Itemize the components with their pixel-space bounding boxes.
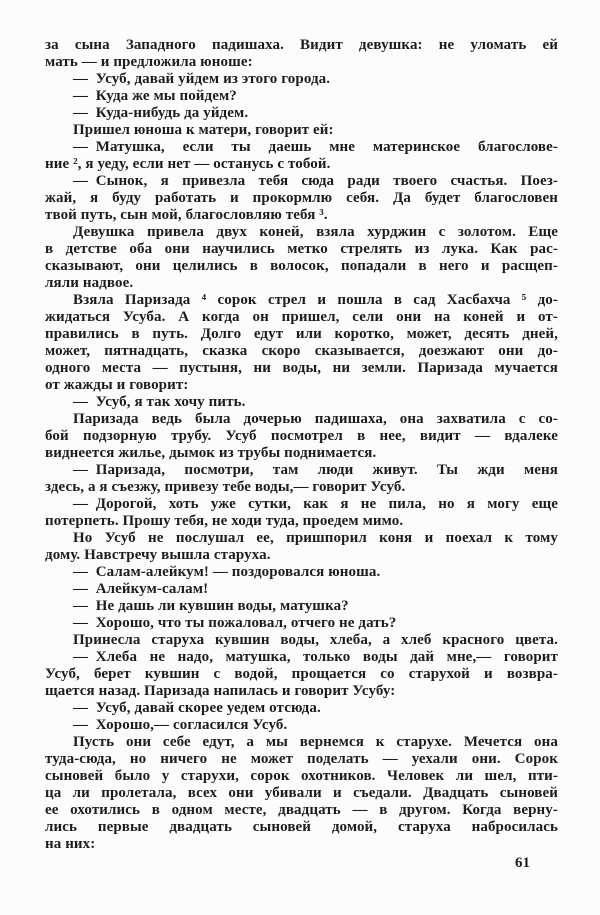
text-line: в детстве оба они научились метко стрелять из лука. Как рас- [45, 241, 558, 257]
text-block [45, 37, 558, 853]
text-line: может, пятнадцать, сказка скоро сказывается, доезжают они до- [45, 343, 558, 359]
text-line: — Усуб, я так хочу пить. [73, 394, 246, 410]
text-line: от жажды и говорит: [45, 377, 189, 393]
text-line: жай, я буду работать и прокормлю себя. Да будет благословен [45, 190, 558, 206]
text-line: туда-сюда, но ничего не может поделать — уехали они. Сорок [45, 751, 558, 767]
text-line: Паризада ведь была дочерью падишаха, она захватила с со- [73, 411, 558, 427]
text-line: жидаться Усуба. А когда он пришел, сели они на коней и от- [45, 309, 558, 325]
text-line: мать — и предложила юноше: [45, 54, 253, 70]
text-line: на них: [45, 836, 96, 852]
text-line: Пришел юноша к матери, говорит ей: [73, 122, 334, 138]
text-line: дому. Навстречу вышла старуха. [45, 547, 271, 563]
text-line: щается назад. Паризада напилась и говорит Усубу: [45, 683, 396, 699]
text-line: — Паризада, посмотри, там люди живут. Ты жди меня [73, 462, 558, 478]
text-line: — Усуб, давай скорее уедем отсюда. [73, 700, 321, 716]
text-line: потерпеть. Прошу тебя, не ходи туда, проедем мимо. [45, 513, 404, 529]
text-line: сказывают, они целились в волосок, попадали в него и расщеп- [45, 258, 558, 274]
text-line: — Куда же мы пойдем? [73, 88, 237, 104]
text-line: Девушка привела двух коней, взяла хурджин с золотом. Еще [73, 224, 558, 240]
text-line: — Дорогой, хоть уже сутки, как я не пила, но я могу еще [73, 496, 558, 512]
text-line: твой путь, сын мой, благословляю тебя ³. [45, 207, 328, 223]
text-line: — Хорошо,— согласился Усуб. [73, 717, 288, 733]
text-line: ляли надвое. [45, 275, 134, 291]
text-line: — Усуб, давай уйдем из этого города. [73, 71, 331, 87]
text-line: Взяла Паризада ⁴ сорок стрел и пошла в сад Хасбахча ⁵ до- [73, 292, 558, 308]
text-line: — Салам-алейкум! — поздоровался юноша. [73, 564, 381, 580]
text-line: Пусть они себе едут, а мы вернемся к старухе. Мечется она [73, 734, 558, 750]
text-line: ние ², я уеду, если нет — останусь с тобой. [45, 156, 331, 172]
text-line: за сына Западного падишаха. Видит девушка: не уломать ей [45, 37, 558, 53]
text-line: — Алейкум-салам! [73, 581, 209, 597]
text-line: — Куда-нибудь да уйдем. [73, 105, 249, 121]
text-line: бой подзорную трубу. Усуб посмотрел в нее, видит — вдалеке [45, 428, 558, 444]
text-line: Усуб, берет кувшин с водой, прощается со старухой и возвра- [45, 666, 558, 682]
text-line: ца ли пролетала, всех они убивали и съедали. Двадцать сыновей [45, 785, 558, 801]
text-line: — Хлеба не надо, матушка, только воды дай мне,— говорит [73, 649, 558, 665]
text-line: ее охотились в одном месте, двадцать — в другом. Когда верну- [45, 802, 558, 818]
page-number: 61 [515, 855, 530, 871]
text-line: виднеется жилье, дымок из трубы поднимается. [45, 445, 377, 461]
text-line: одного места — пустыня, ни воды, ни земли. Паризада мучается [45, 360, 558, 376]
text-line: сыновей было у старухи, сорок охотников. Человек ли шел, пти- [45, 768, 558, 784]
text-line: правились в путь. Долго едут или коротко, может, десять дней, [45, 326, 558, 342]
text-line: Но Усуб не послушал ее, пришпорил коня и поехал к тому [73, 530, 558, 546]
text-line: — Хорошо, что ты пожаловал, отчего не дать? [73, 615, 397, 631]
text-line: здесь, а я съезжу, привезу тебе воды,— говорит Усуб. [45, 479, 406, 495]
text-line: Принесла старуха кувшин воды, хлеба, а хлеб красного цвета. [73, 632, 558, 648]
text-line: — Матушка, если ты даешь мне материнское благослове- [73, 139, 558, 155]
text-line: лись первые двадцать сыновей домой, старуха набросилась [45, 819, 558, 835]
text-line: — Не дашь ли кувшин воды, матушка? [73, 598, 349, 614]
text-line: — Сынок, я привезла тебя сюда ради твоего счастья. Поез- [73, 173, 558, 189]
